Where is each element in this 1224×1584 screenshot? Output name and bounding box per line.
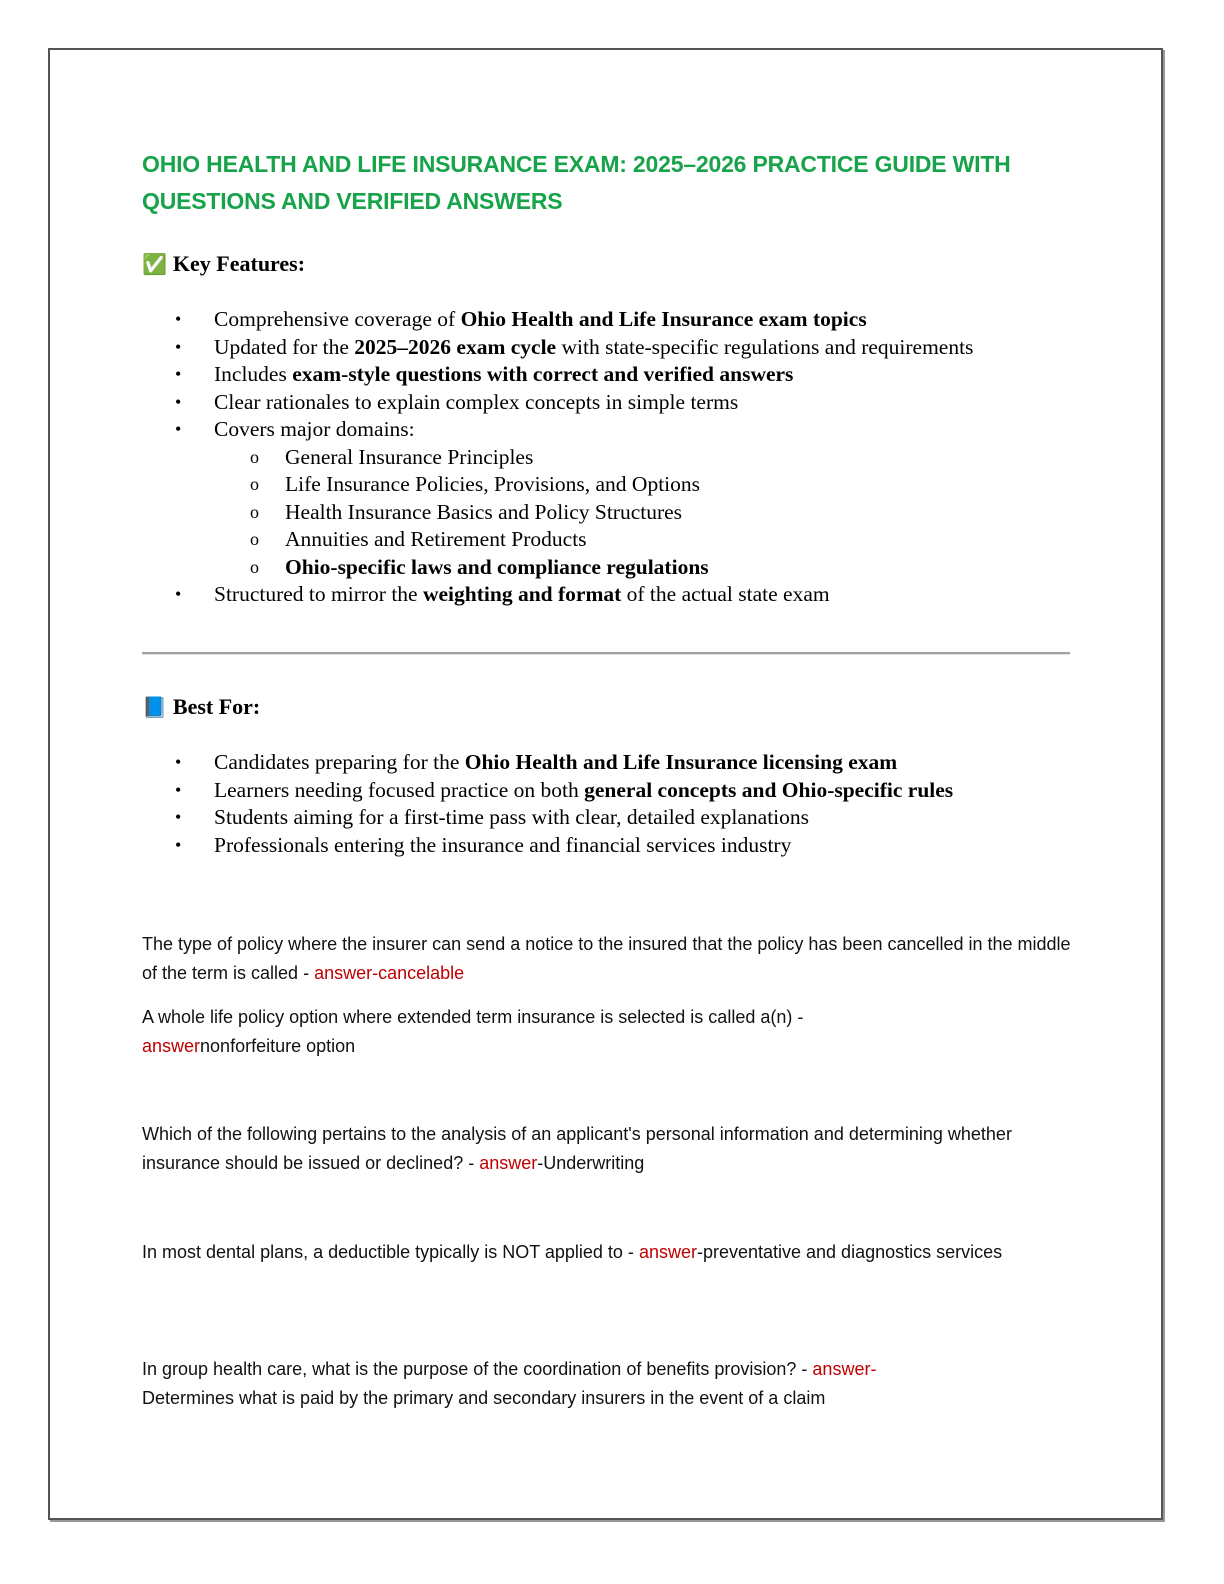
sublist-item: o General Insurance Principles xyxy=(142,444,973,472)
question-text: A whole life policy option where extended term insurance is selected is called a(n) - xyxy=(142,1007,804,1027)
question-text: The type of policy where the insurer can send a notice to the insured that the policy has been cancelled in the middle of the term is called - xyxy=(142,934,1071,983)
answer-text: Determines what is paid by the primary and secondary insurers in the event of a claim xyxy=(142,1388,826,1408)
list-item: • Learners needing focused practice on both general concepts and Ohio-specific rules xyxy=(142,777,953,805)
best-for-label: Best For: xyxy=(172,694,261,719)
list-item: • Students aiming for a first-time pass with clear, detailed explanations xyxy=(142,804,953,832)
horizontal-divider xyxy=(142,652,1070,655)
qa-item xyxy=(142,930,1072,988)
book-icon: 📘 xyxy=(142,695,167,719)
answer-text: nonforfeiture option xyxy=(200,1036,356,1056)
list-item: • Clear rationales to explain complex concepts in simple terms xyxy=(142,389,973,417)
question-text: Which of the following pertains to the analysis of an applicant's personal information and determining whether insurance should be issued or declined? - xyxy=(142,1124,1012,1173)
answer-label: answer xyxy=(479,1153,538,1173)
sublist-item: o Health Insurance Basics and Policy Structures xyxy=(142,499,973,527)
key-features-heading xyxy=(142,251,305,277)
domains-sublist xyxy=(214,444,973,582)
list-item: • Professionals entering the insurance and financial services industry xyxy=(142,832,953,860)
answer-text: -preventative and diagnostics services xyxy=(696,1242,1003,1262)
list-item: • Updated for the 2025–2026 exam cycle with state-specific regulations and requirements xyxy=(142,334,973,362)
sublist-item: o Annuities and Retirement Products xyxy=(142,526,973,554)
qa-item xyxy=(142,1120,1072,1178)
best-for-heading xyxy=(142,694,260,720)
question-text: In most dental plans, a deductible typically is NOT applied to - xyxy=(142,1242,639,1262)
question-text: In group health care, what is the purpose of the coordination of benefits provision? - xyxy=(142,1359,813,1379)
qa-item xyxy=(142,1003,1072,1061)
list-item: • Comprehensive coverage of Ohio Health and Life Insurance exam topics xyxy=(142,306,973,334)
answer-label: answer xyxy=(638,1242,697,1262)
key-features-list xyxy=(142,306,973,609)
check-icon: ✅ xyxy=(142,252,167,276)
qa-item xyxy=(142,1238,1072,1267)
list-item: • Structured to mirror the weighting and format of the actual state exam xyxy=(142,581,973,609)
list-item: • Candidates preparing for the Ohio Health and Life Insurance licensing exam xyxy=(142,749,953,777)
answer-label: answer-cancelable xyxy=(314,963,465,983)
list-item: • Includes exam-style questions with correct and verified answers xyxy=(142,361,973,389)
answer-text: -Underwriting xyxy=(537,1153,645,1173)
answer-label: answer xyxy=(142,1036,201,1056)
list-item: • Covers major domains: o General Insurance Principles o Life Insurance Policies, Provisions, and Options o Health Insurance Basics and Policy Structures o Annuities and Retirement Products o Ohio-specific laws and compliance regulations xyxy=(142,416,973,581)
document-title: OHIO HEALTH AND LIFE INSURANCE EXAM: 2025–2026 PRACTICE GUIDE WITH QUESTIONS AND VERIFIED ANSWERS xyxy=(142,151,1011,214)
sublist-item: o Ohio-specific laws and compliance regulations xyxy=(142,554,973,582)
key-features-label: Key Features: xyxy=(172,251,306,276)
answer-label: answer- xyxy=(812,1359,877,1379)
qa-item xyxy=(142,1355,1072,1413)
best-for-list xyxy=(142,749,953,859)
sublist-item: o Life Insurance Policies, Provisions, and Options xyxy=(142,471,973,499)
